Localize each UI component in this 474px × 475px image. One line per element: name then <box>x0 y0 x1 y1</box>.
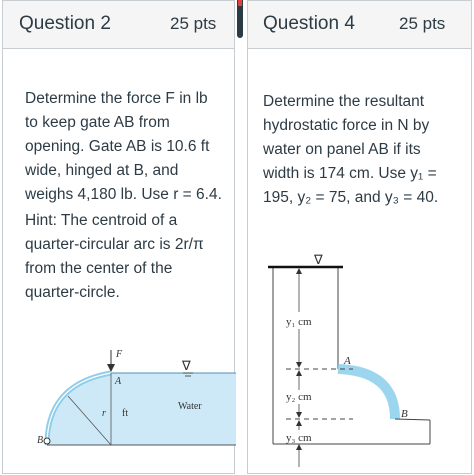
water-level-symbol: ∇ <box>182 358 191 373</box>
question-4-panel <box>247 0 472 474</box>
question-2-hint <box>25 209 230 305</box>
q2-line: weighs 4,180 lb. Use r = 6.4. <box>25 186 222 203</box>
water-label: Water <box>178 401 202 412</box>
q2-hint-line: Hint: The centroid of a <box>25 212 178 229</box>
q2-hint-line: from the center of the <box>25 260 173 277</box>
q2-hint-line: quarter-circle. <box>25 284 120 301</box>
question-2-body <box>25 87 230 207</box>
q4-line: width is 174 cm. Use y₁ = <box>263 165 437 182</box>
panel-ab <box>338 369 395 419</box>
question-2-title: Question 2 <box>19 13 111 34</box>
point-a-label-q4: A <box>344 355 351 367</box>
q4-line: hydrostatic force in N by <box>263 117 430 134</box>
gate-figure-q2 <box>3 344 236 474</box>
question-4-header <box>248 1 471 49</box>
q2-line: Determine the force F in lb <box>25 90 208 107</box>
y3-label: y₃ cm <box>286 432 312 444</box>
question-2-panel <box>2 0 235 474</box>
y2-label: y₂ cm <box>286 391 312 403</box>
question-2-points: 25 pts <box>170 14 217 33</box>
radius-unit-label: ft <box>122 408 129 419</box>
point-b-label: B <box>37 435 44 446</box>
radius-label: r <box>102 408 106 419</box>
point-b-label-q4: B <box>401 408 408 420</box>
question-4-body <box>263 90 468 210</box>
q2-line: opening. Gate AB is 10.6 ft <box>25 138 210 155</box>
water-level-symbol-q4: ∇ <box>314 252 323 267</box>
question-2-header <box>3 1 234 49</box>
hinge-b <box>44 438 50 444</box>
point-a-label: A <box>115 376 122 387</box>
y1-label: y₁ cm <box>286 316 312 328</box>
question-4-points: 25 pts <box>399 14 446 33</box>
q4-line: 195, y₂ = 75, and y₃ = 40. <box>263 189 439 206</box>
q4-line: water on panel AB if its <box>263 141 421 158</box>
force-label: F <box>116 349 123 360</box>
divider-marker <box>238 0 242 6</box>
q4-line: Determine the resultant <box>263 93 425 110</box>
q2-hint-line: quarter-circular arc is 2r/π <box>25 236 204 253</box>
q2-line: wide, hinged at B, and <box>25 162 179 179</box>
panel-figure-q4 <box>248 247 473 475</box>
question-4-title: Question 4 <box>263 13 355 34</box>
q2-line: to keep gate AB from <box>25 114 170 131</box>
